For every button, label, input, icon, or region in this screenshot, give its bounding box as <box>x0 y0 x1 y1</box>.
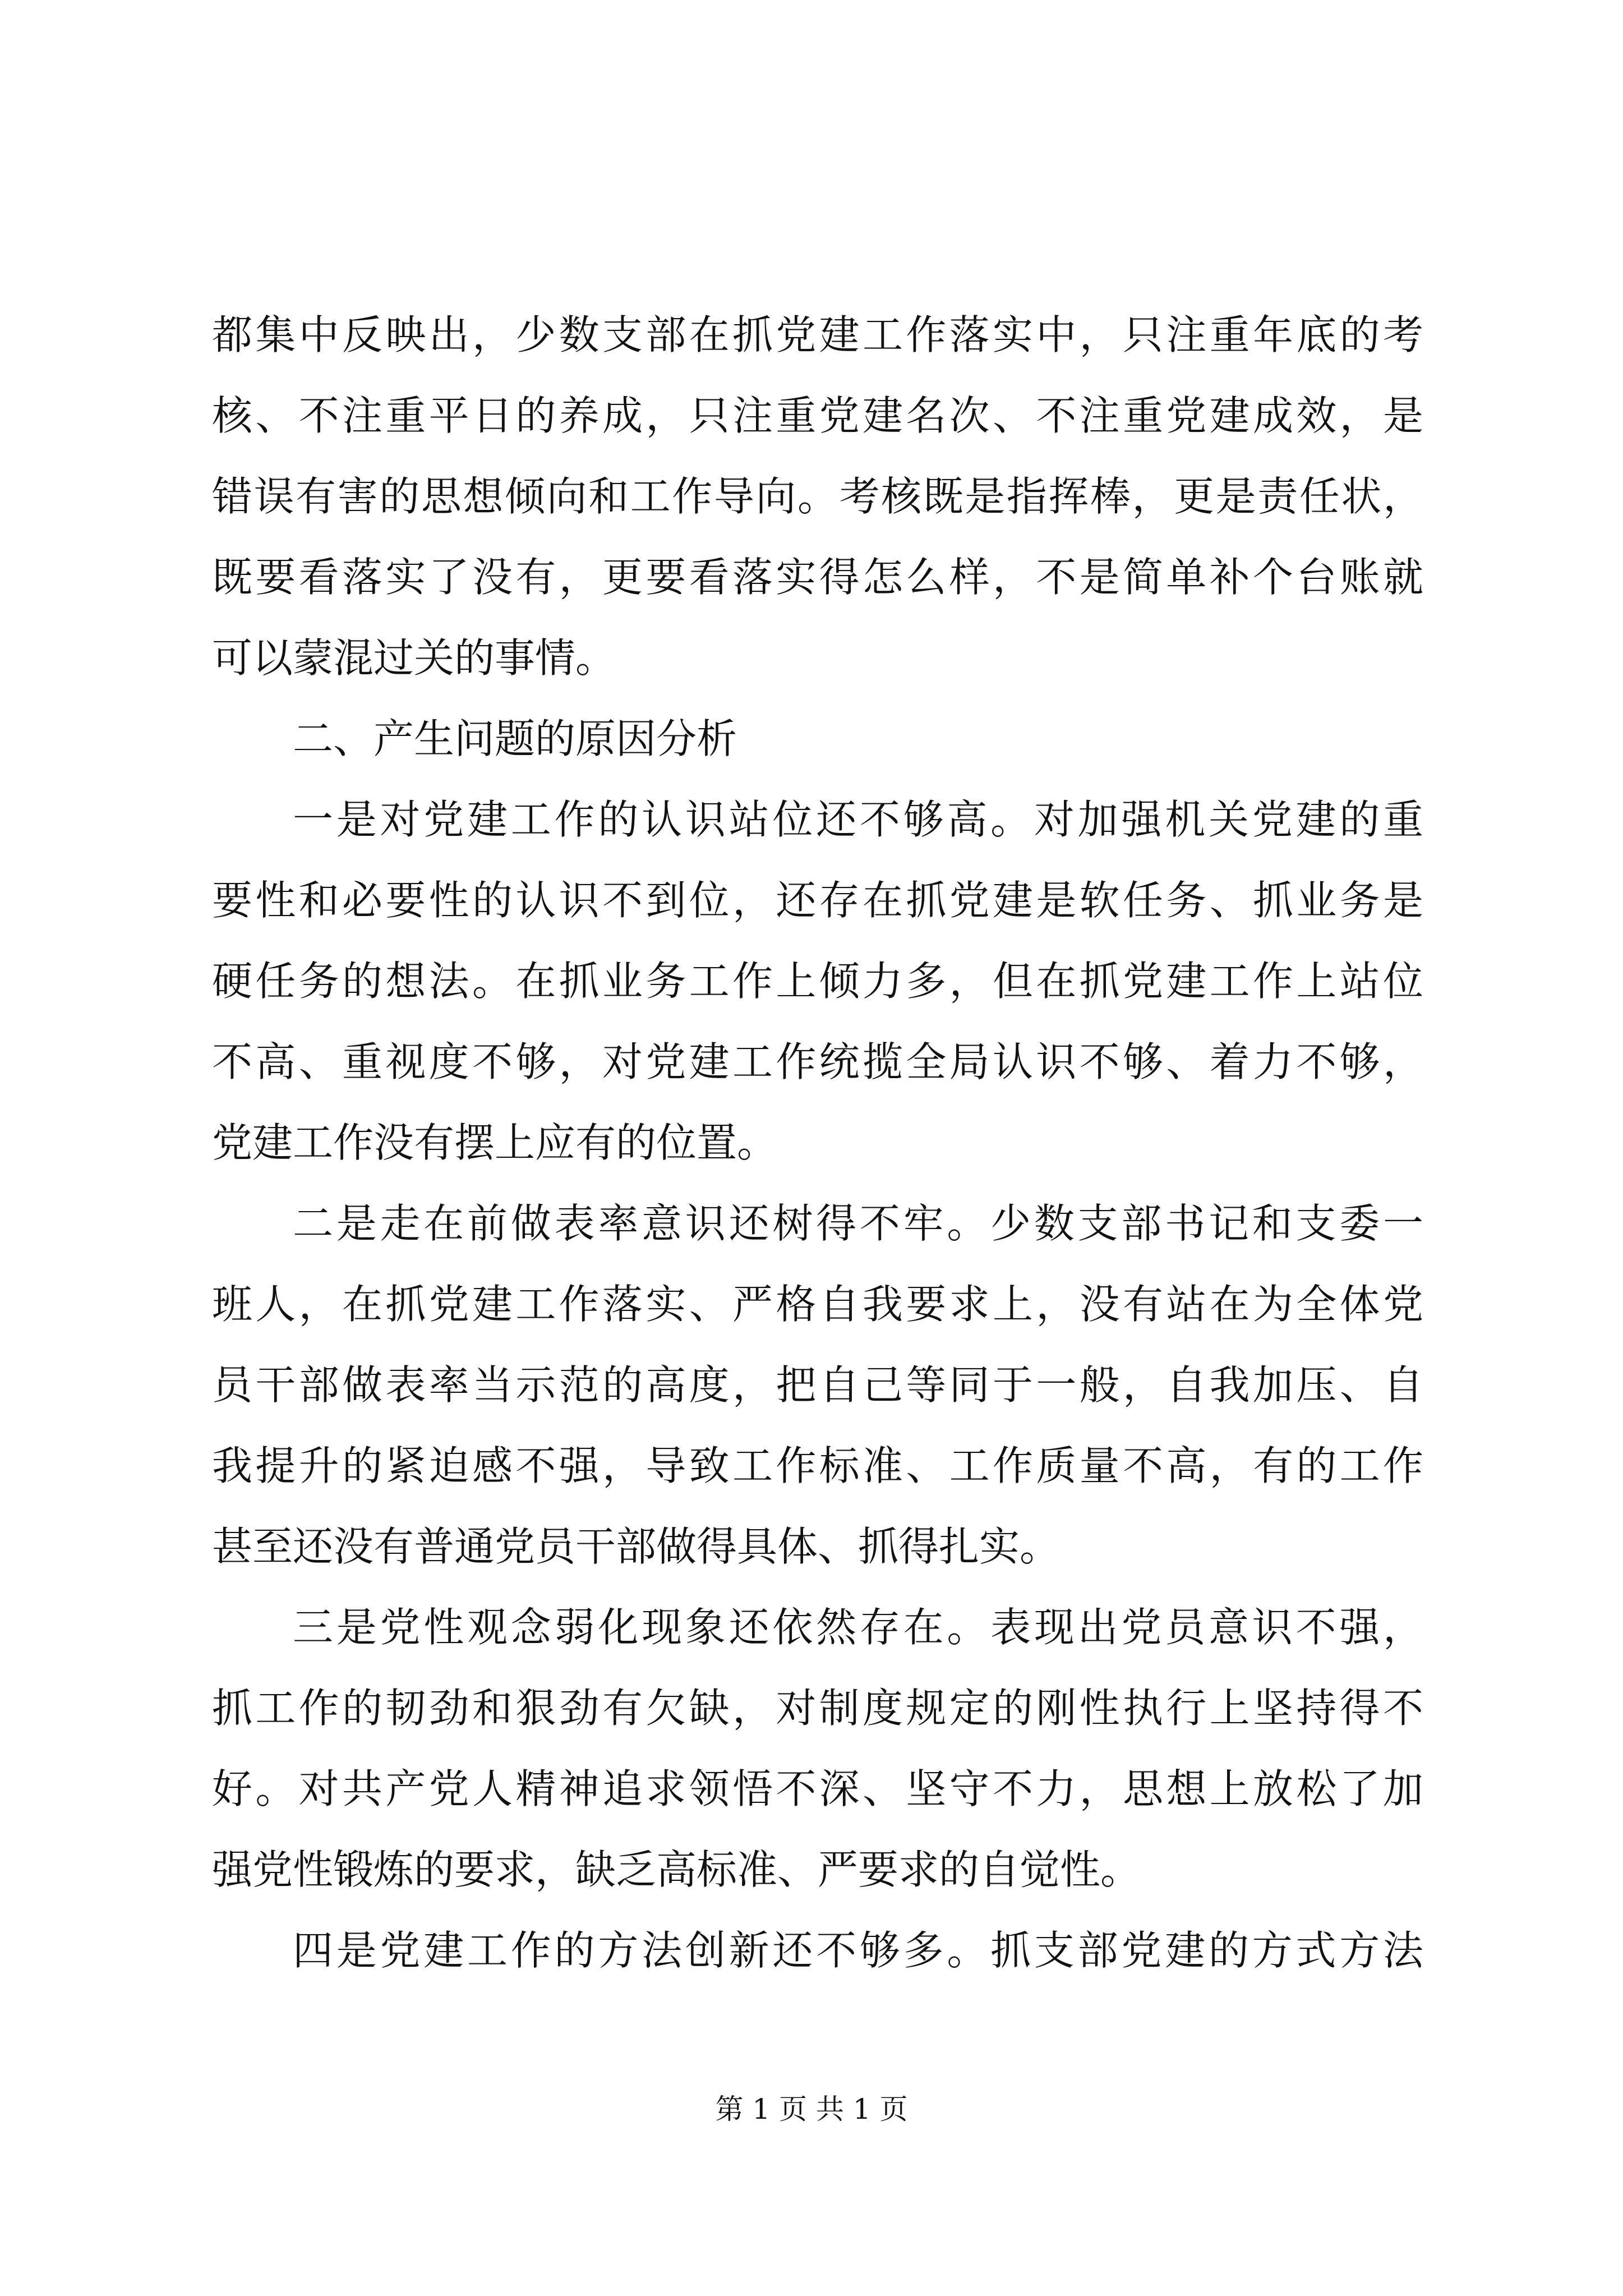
text-line: 要性和必要性的认识不到位，还存在抓党建是软任务、抓业务是 <box>212 877 1423 924</box>
text-line: 好。对共产党人精神追求领悟不深、坚守不力，思想上放松了加 <box>212 1765 1423 1812</box>
text-line: 四是党建工作的方法创新还不够多。抓支部党建的方式方法 <box>293 1927 1423 1974</box>
text-line: 甚至还没有普通党员干部做得具体、抓得扎实。 <box>212 1523 1061 1570</box>
text-line: 都集中反映出，少数支部在抓党建工作落实中，只注重年底的考 <box>212 311 1423 358</box>
text-line: 一是对党建工作的认识站位还不够高。对加强机关党建的重 <box>293 796 1423 843</box>
text-line: 不高、重视度不够，对党建工作统揽全局认识不够、着力不够， <box>212 1038 1423 1085</box>
text-line: 抓工作的韧劲和狠劲有欠缺，对制度规定的刚性执行上坚持得不 <box>212 1685 1423 1732</box>
text-line: 既要看落实了没有，更要看落实得怎么样，不是简单补个台账就 <box>212 554 1423 601</box>
page-footer: 第 1 页 共 1 页 <box>715 2093 908 2125</box>
text-line: 员干部做表率当示范的高度，把自己等同于一般，自我加压、自 <box>212 1361 1423 1409</box>
text-line: 硬任务的想法。在抓业务工作上倾力多，但在抓党建工作上站位 <box>212 958 1423 1005</box>
text-line: 二是走在前做表率意识还树得不牢。少数支部书记和支委一 <box>293 1200 1423 1247</box>
text-line: 可以蒙混过关的事情。 <box>212 634 616 682</box>
text-line: 错误有害的思想倾向和工作导向。考核既是指挥棒，更是责任状， <box>212 473 1423 520</box>
document-body <box>212 295 1423 1991</box>
text-line: 核、不注重平日的养成，只注重党建名次、不注重党建成效，是 <box>212 392 1423 439</box>
text-line: 党建工作没有摆上应有的位置。 <box>212 1119 778 1166</box>
text-line: 三是党性观念弱化现象还依然存在。表现出党员意识不强， <box>293 1604 1423 1651</box>
text-line: 强党性锻炼的要求，缺乏高标准、严要求的自觉性。 <box>212 1846 1141 1893</box>
text-line: 班人，在抓党建工作落实、严格自我要求上，没有站在为全体党 <box>212 1281 1423 1328</box>
text-line: 我提升的紧迫感不强，导致工作标准、工作质量不高，有的工作 <box>212 1442 1423 1489</box>
section-heading: 二、产生问题的原因分析 <box>293 715 737 762</box>
